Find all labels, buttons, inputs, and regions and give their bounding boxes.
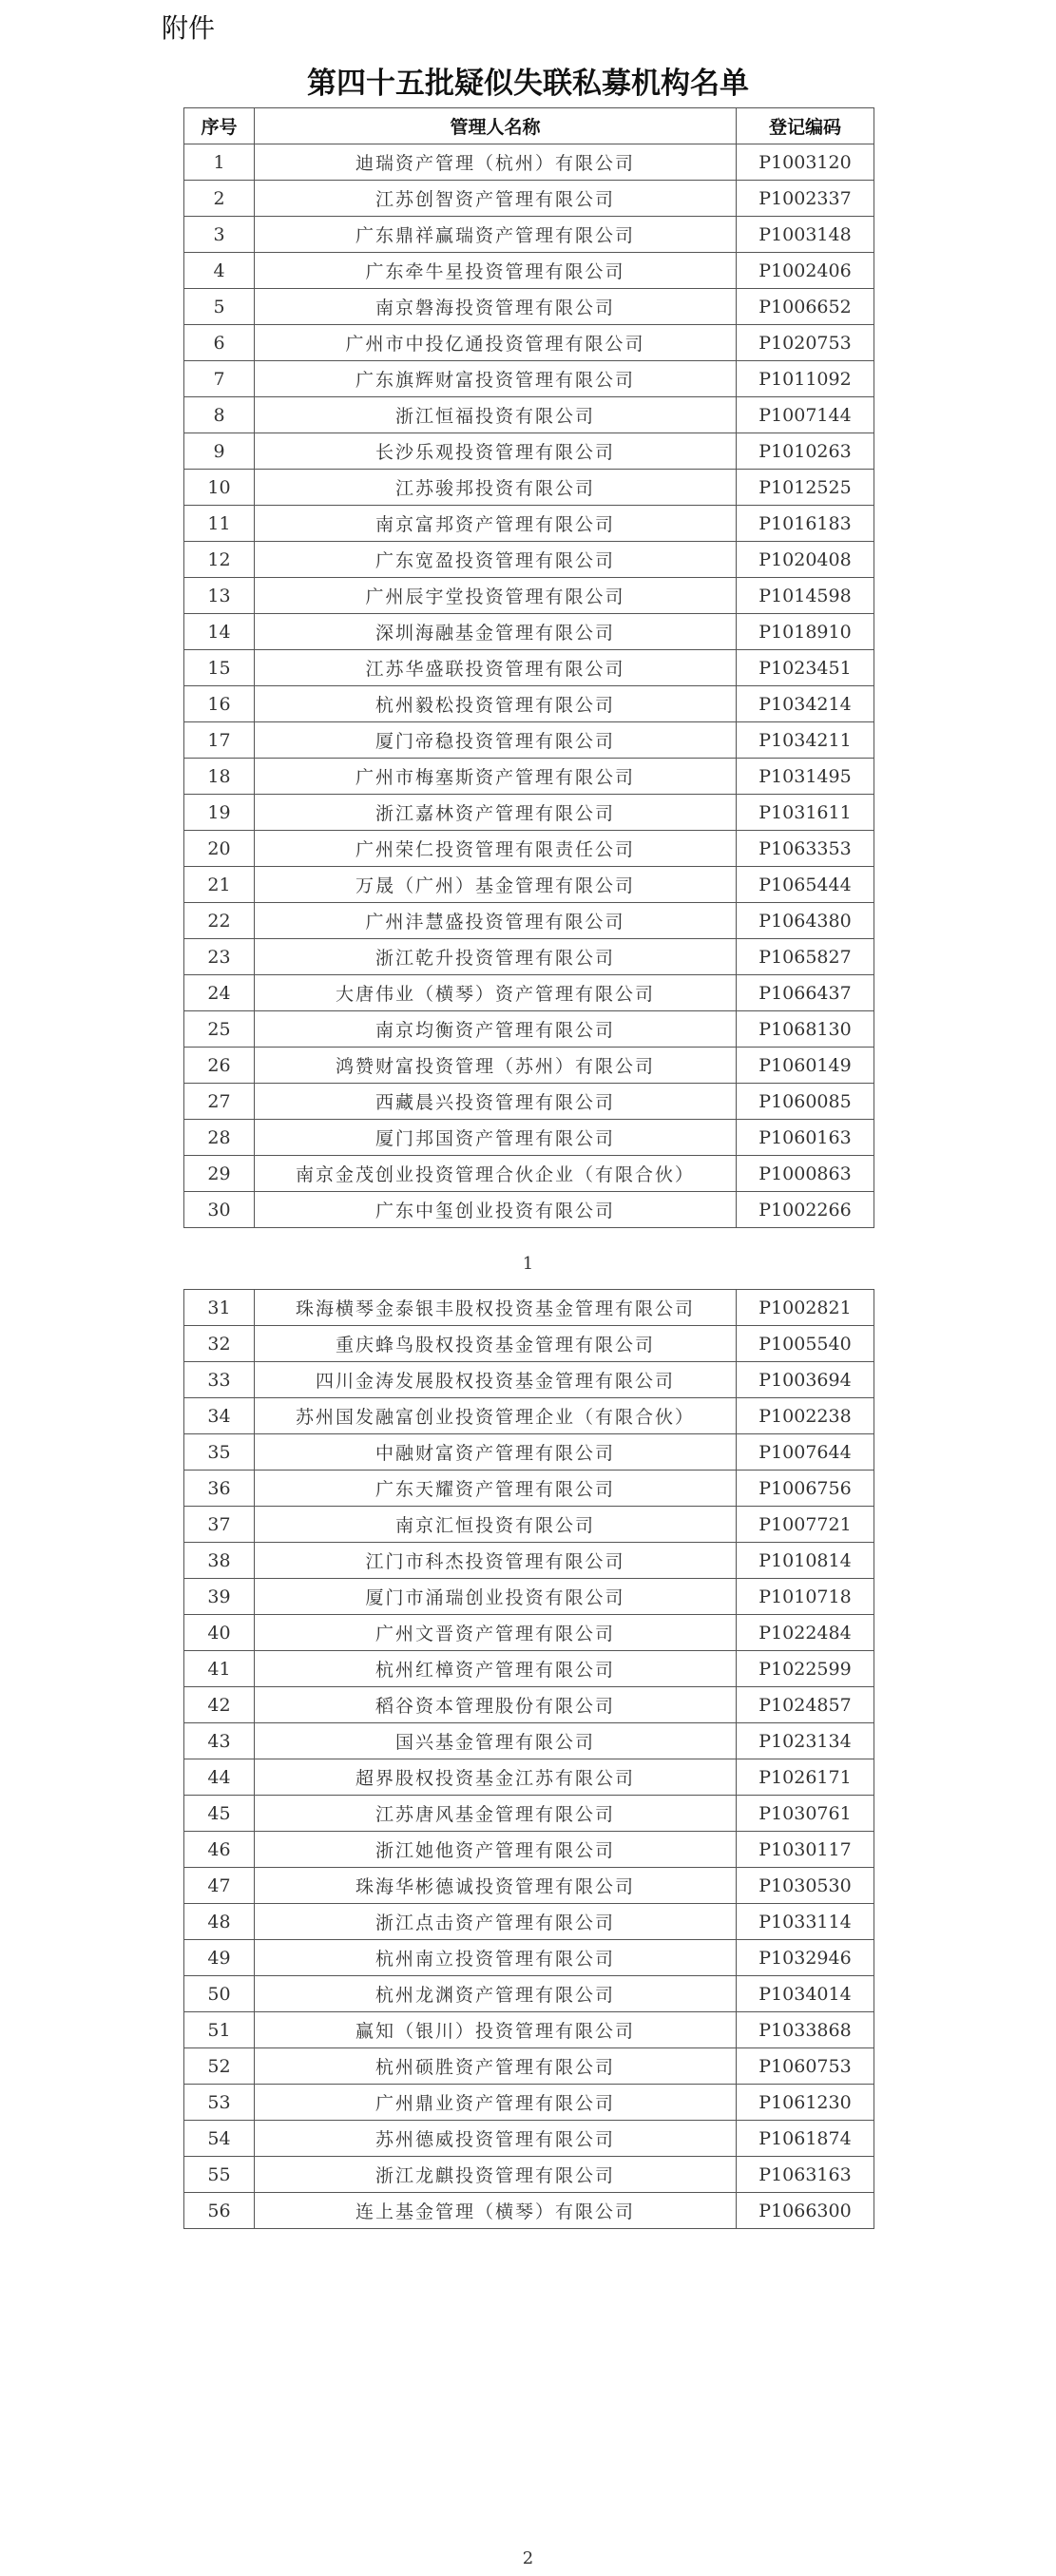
manager-name: 江苏创智资产管理有限公司	[255, 181, 737, 217]
table-row	[184, 433, 874, 470]
table-row	[184, 1759, 874, 1796]
row-index: 44	[184, 1759, 255, 1796]
row-index: 45	[184, 1796, 255, 1832]
table-row	[184, 1507, 874, 1543]
manager-name: 万晟（广州）基金管理有限公司	[255, 867, 737, 903]
registration-code: P1010718	[737, 1579, 874, 1615]
table-row	[184, 867, 874, 903]
table-row	[184, 650, 874, 686]
table-row	[184, 2121, 874, 2157]
registration-code: P1063163	[737, 2157, 874, 2193]
manager-name: 江苏骏邦投资有限公司	[255, 470, 737, 506]
table-row	[184, 1615, 874, 1651]
row-index: 38	[184, 1543, 255, 1579]
manager-name: 厦门市涌瑞创业投资有限公司	[255, 1579, 737, 1615]
manager-name: 江苏唐风基金管理有限公司	[255, 1796, 737, 1832]
table-row	[184, 975, 874, 1011]
registration-code: P1002238	[737, 1398, 874, 1434]
manager-name: 珠海华彬德诚投资管理有限公司	[255, 1868, 737, 1904]
manager-name: 苏州德威投资管理有限公司	[255, 2121, 737, 2157]
table-row	[184, 1434, 874, 1471]
manager-name: 南京汇恒投资有限公司	[255, 1507, 737, 1543]
row-index: 35	[184, 1434, 255, 1471]
registration-code: P1002821	[737, 1290, 874, 1326]
registration-code: P1003694	[737, 1362, 874, 1398]
row-index: 6	[184, 325, 255, 361]
row-index: 29	[184, 1156, 255, 1192]
row-index: 34	[184, 1398, 255, 1434]
manager-name: 广州沣慧盛投资管理有限公司	[255, 903, 737, 939]
row-index: 52	[184, 2048, 255, 2085]
table-row	[184, 1326, 874, 1362]
registry-table-page-2	[183, 1289, 874, 2229]
row-index: 51	[184, 2012, 255, 2048]
table-row	[184, 217, 874, 253]
registration-code: P1018910	[737, 614, 874, 650]
row-index: 21	[184, 867, 255, 903]
registration-code: P1023451	[737, 650, 874, 686]
registration-code: P1066300	[737, 2193, 874, 2229]
registration-code: P1006652	[737, 289, 874, 325]
manager-name: 四川金涛发展股权投资基金管理有限公司	[255, 1362, 737, 1398]
manager-name: 广东宽盈投资管理有限公司	[255, 542, 737, 578]
registration-code: P1002406	[737, 253, 874, 289]
row-index: 31	[184, 1290, 255, 1326]
attachment-label: 附件	[162, 12, 216, 44]
row-index: 40	[184, 1615, 255, 1651]
row-index: 28	[184, 1120, 255, 1156]
registration-code: P1060085	[737, 1084, 874, 1120]
table-row	[184, 1832, 874, 1868]
registration-code: P1060753	[737, 2048, 874, 2085]
manager-name: 杭州硕胜资产管理有限公司	[255, 2048, 737, 2085]
manager-name: 广州辰宇堂投资管理有限公司	[255, 578, 737, 614]
registration-code: P1063353	[737, 831, 874, 867]
manager-name: 鸿赞财富投资管理（苏州）有限公司	[255, 1048, 737, 1084]
manager-name: 浙江她他资产管理有限公司	[255, 1832, 737, 1868]
table-row	[184, 1796, 874, 1832]
row-index: 26	[184, 1048, 255, 1084]
table-row	[184, 795, 874, 831]
registration-code: P1012525	[737, 470, 874, 506]
row-index: 16	[184, 686, 255, 722]
manager-name: 厦门邦国资产管理有限公司	[255, 1120, 737, 1156]
table-row	[184, 1687, 874, 1723]
table-row	[184, 1723, 874, 1759]
table-row	[184, 686, 874, 722]
manager-name: 广州荣仁投资管理有限责任公司	[255, 831, 737, 867]
registration-code: P1065444	[737, 867, 874, 903]
registration-code: P1007644	[737, 1434, 874, 1471]
table-row	[184, 361, 874, 397]
row-index: 32	[184, 1326, 255, 1362]
row-index: 2	[184, 181, 255, 217]
manager-name: 杭州龙渊资产管理有限公司	[255, 1976, 737, 2012]
registration-code: P1023134	[737, 1723, 874, 1759]
manager-name: 广州鼎业资产管理有限公司	[255, 2085, 737, 2121]
registration-code: P1006756	[737, 1471, 874, 1507]
manager-name: 江门市科杰投资管理有限公司	[255, 1543, 737, 1579]
row-index: 4	[184, 253, 255, 289]
manager-name: 稻谷资本管理股份有限公司	[255, 1687, 737, 1723]
row-index: 55	[184, 2157, 255, 2193]
manager-name: 连上基金管理（横琴）有限公司	[255, 2193, 737, 2229]
registration-code: P1068130	[737, 1011, 874, 1048]
manager-name: 珠海横琴金泰银丰股权投资基金管理有限公司	[255, 1290, 737, 1326]
registration-code: P1002337	[737, 181, 874, 217]
manager-name: 江苏华盛联投资管理有限公司	[255, 650, 737, 686]
manager-name: 广州市中投亿通投资管理有限公司	[255, 325, 737, 361]
registration-code: P1034014	[737, 1976, 874, 2012]
registration-code: P1010263	[737, 433, 874, 470]
manager-name: 大唐伟业（横琴）资产管理有限公司	[255, 975, 737, 1011]
registration-code: P1011092	[737, 361, 874, 397]
manager-name: 浙江嘉林资产管理有限公司	[255, 795, 737, 831]
registry-table-page-1	[183, 107, 874, 1228]
manager-name: 浙江点击资产管理有限公司	[255, 1904, 737, 1940]
manager-name: 赢知（银川）投资管理有限公司	[255, 2012, 737, 2048]
row-index: 41	[184, 1651, 255, 1687]
row-index: 20	[184, 831, 255, 867]
table-row	[184, 1362, 874, 1398]
table-row	[184, 578, 874, 614]
row-index: 56	[184, 2193, 255, 2229]
registration-code: P1020753	[737, 325, 874, 361]
manager-name: 深圳海融基金管理有限公司	[255, 614, 737, 650]
table-row	[184, 1976, 874, 2012]
page-number-1: 1	[522, 1254, 534, 1274]
header-index: 序号	[184, 108, 255, 144]
row-index: 17	[184, 722, 255, 759]
row-index: 13	[184, 578, 255, 614]
manager-name: 迪瑞资产管理（杭州）有限公司	[255, 144, 737, 181]
manager-name: 南京富邦资产管理有限公司	[255, 506, 737, 542]
table-row	[184, 2085, 874, 2121]
manager-name: 广东旗辉财富投资管理有限公司	[255, 361, 737, 397]
manager-name: 中融财富资产管理有限公司	[255, 1434, 737, 1471]
row-index: 19	[184, 795, 255, 831]
table-row	[184, 2048, 874, 2085]
registration-code: P1061230	[737, 2085, 874, 2121]
table-row	[184, 2157, 874, 2193]
manager-name: 杭州红樟资产管理有限公司	[255, 1651, 737, 1687]
manager-name: 西藏晨兴投资管理有限公司	[255, 1084, 737, 1120]
registration-code: P1026171	[737, 1759, 874, 1796]
registration-code: P1022484	[737, 1615, 874, 1651]
registration-code: P1003148	[737, 217, 874, 253]
row-index: 10	[184, 470, 255, 506]
manager-name: 广州文晋资产管理有限公司	[255, 1615, 737, 1651]
table-row	[184, 325, 874, 361]
table-row	[184, 1192, 874, 1228]
registration-code: P1020408	[737, 542, 874, 578]
table-row	[184, 1290, 874, 1326]
page-number-2: 2	[522, 2548, 534, 2568]
row-index: 42	[184, 1687, 255, 1723]
header-manager-name: 管理人名称	[255, 108, 737, 144]
table-row	[184, 759, 874, 795]
registration-code: P1066437	[737, 975, 874, 1011]
registration-code: P1032946	[737, 1940, 874, 1976]
registration-code: P1031495	[737, 759, 874, 795]
registration-code: P1007144	[737, 397, 874, 433]
table-row	[184, 722, 874, 759]
registration-code: P1033868	[737, 2012, 874, 2048]
row-index: 33	[184, 1362, 255, 1398]
registration-code: P1034214	[737, 686, 874, 722]
registration-code: P1060149	[737, 1048, 874, 1084]
table-row	[184, 1011, 874, 1048]
registration-code: P1022599	[737, 1651, 874, 1687]
table-row	[184, 903, 874, 939]
manager-name: 超界股权投资基金江苏有限公司	[255, 1759, 737, 1796]
row-index: 15	[184, 650, 255, 686]
table-row	[184, 2012, 874, 2048]
row-index: 3	[184, 217, 255, 253]
row-index: 37	[184, 1507, 255, 1543]
row-index: 11	[184, 506, 255, 542]
table-row	[184, 181, 874, 217]
row-index: 18	[184, 759, 255, 795]
row-index: 23	[184, 939, 255, 975]
manager-name: 浙江恒福投资有限公司	[255, 397, 737, 433]
table-row	[184, 1156, 874, 1192]
table-row	[184, 506, 874, 542]
manager-name: 国兴基金管理有限公司	[255, 1723, 737, 1759]
row-index: 49	[184, 1940, 255, 1976]
manager-name: 广东牵牛星投资管理有限公司	[255, 253, 737, 289]
registration-code: P1007721	[737, 1507, 874, 1543]
row-index: 7	[184, 361, 255, 397]
row-index: 8	[184, 397, 255, 433]
registration-code: P1010814	[737, 1543, 874, 1579]
row-index: 43	[184, 1723, 255, 1759]
registration-code: P1000863	[737, 1156, 874, 1192]
manager-name: 苏州国发融富创业投资管理企业（有限合伙）	[255, 1398, 737, 1434]
manager-name: 南京均衡资产管理有限公司	[255, 1011, 737, 1048]
row-index: 12	[184, 542, 255, 578]
registration-code: P1024857	[737, 1687, 874, 1723]
row-index: 1	[184, 144, 255, 181]
row-index: 27	[184, 1084, 255, 1120]
manager-name: 南京金茂创业投资管理合伙企业（有限合伙）	[255, 1156, 737, 1192]
table-row	[184, 1868, 874, 1904]
table-row	[184, 1651, 874, 1687]
table-row	[184, 397, 874, 433]
row-index: 14	[184, 614, 255, 650]
registration-code: P1064380	[737, 903, 874, 939]
table-row	[184, 614, 874, 650]
registration-code: P1030530	[737, 1868, 874, 1904]
row-index: 39	[184, 1579, 255, 1615]
table-row	[184, 831, 874, 867]
row-index: 54	[184, 2121, 255, 2157]
table-row	[184, 1543, 874, 1579]
registration-code: P1030761	[737, 1796, 874, 1832]
manager-name: 广东中玺创业投资有限公司	[255, 1192, 737, 1228]
table-row	[184, 1904, 874, 1940]
manager-name: 重庆蜂鸟股权投资基金管理有限公司	[255, 1326, 737, 1362]
row-index: 46	[184, 1832, 255, 1868]
registration-code: P1003120	[737, 144, 874, 181]
registration-code: P1061874	[737, 2121, 874, 2157]
manager-name: 杭州南立投资管理有限公司	[255, 1940, 737, 1976]
row-index: 9	[184, 433, 255, 470]
table-row	[184, 2193, 874, 2229]
row-index: 50	[184, 1976, 255, 2012]
table-row	[184, 1940, 874, 1976]
row-index: 53	[184, 2085, 255, 2121]
manager-name: 厦门帝稳投资管理有限公司	[255, 722, 737, 759]
manager-name: 杭州毅松投资管理有限公司	[255, 686, 737, 722]
registration-code: P1014598	[737, 578, 874, 614]
row-index: 36	[184, 1471, 255, 1507]
table-header-row	[184, 108, 874, 144]
row-index: 24	[184, 975, 255, 1011]
row-index: 22	[184, 903, 255, 939]
table-row	[184, 939, 874, 975]
row-index: 30	[184, 1192, 255, 1228]
table-row	[184, 470, 874, 506]
registration-code: P1002266	[737, 1192, 874, 1228]
registration-code: P1034211	[737, 722, 874, 759]
table-row	[184, 289, 874, 325]
manager-name: 广东鼎祥赢瑞资产管理有限公司	[255, 217, 737, 253]
registration-code: P1033114	[737, 1904, 874, 1940]
document-title: 第四十五批疑似失联私募机构名单	[307, 67, 749, 101]
manager-name: 南京磐海投资管理有限公司	[255, 289, 737, 325]
registration-code: P1030117	[737, 1832, 874, 1868]
table-row	[184, 1579, 874, 1615]
row-index: 48	[184, 1904, 255, 1940]
manager-name: 广州市梅塞斯资产管理有限公司	[255, 759, 737, 795]
manager-name: 广东天耀资产管理有限公司	[255, 1471, 737, 1507]
header-registration-code: 登记编码	[737, 108, 874, 144]
table-row	[184, 542, 874, 578]
registration-code: P1005540	[737, 1326, 874, 1362]
registration-code: P1031611	[737, 795, 874, 831]
table-row	[184, 1048, 874, 1084]
row-index: 47	[184, 1868, 255, 1904]
registration-code: P1060163	[737, 1120, 874, 1156]
table-row	[184, 1471, 874, 1507]
registration-code: P1065827	[737, 939, 874, 975]
registration-code: P1016183	[737, 506, 874, 542]
row-index: 5	[184, 289, 255, 325]
row-index: 25	[184, 1011, 255, 1048]
table-row	[184, 1120, 874, 1156]
manager-name: 长沙乐观投资管理有限公司	[255, 433, 737, 470]
manager-name: 浙江乾升投资管理有限公司	[255, 939, 737, 975]
table-row	[184, 1084, 874, 1120]
table-row	[184, 253, 874, 289]
manager-name: 浙江龙麒投资管理有限公司	[255, 2157, 737, 2193]
table-row	[184, 1398, 874, 1434]
table-row	[184, 144, 874, 181]
